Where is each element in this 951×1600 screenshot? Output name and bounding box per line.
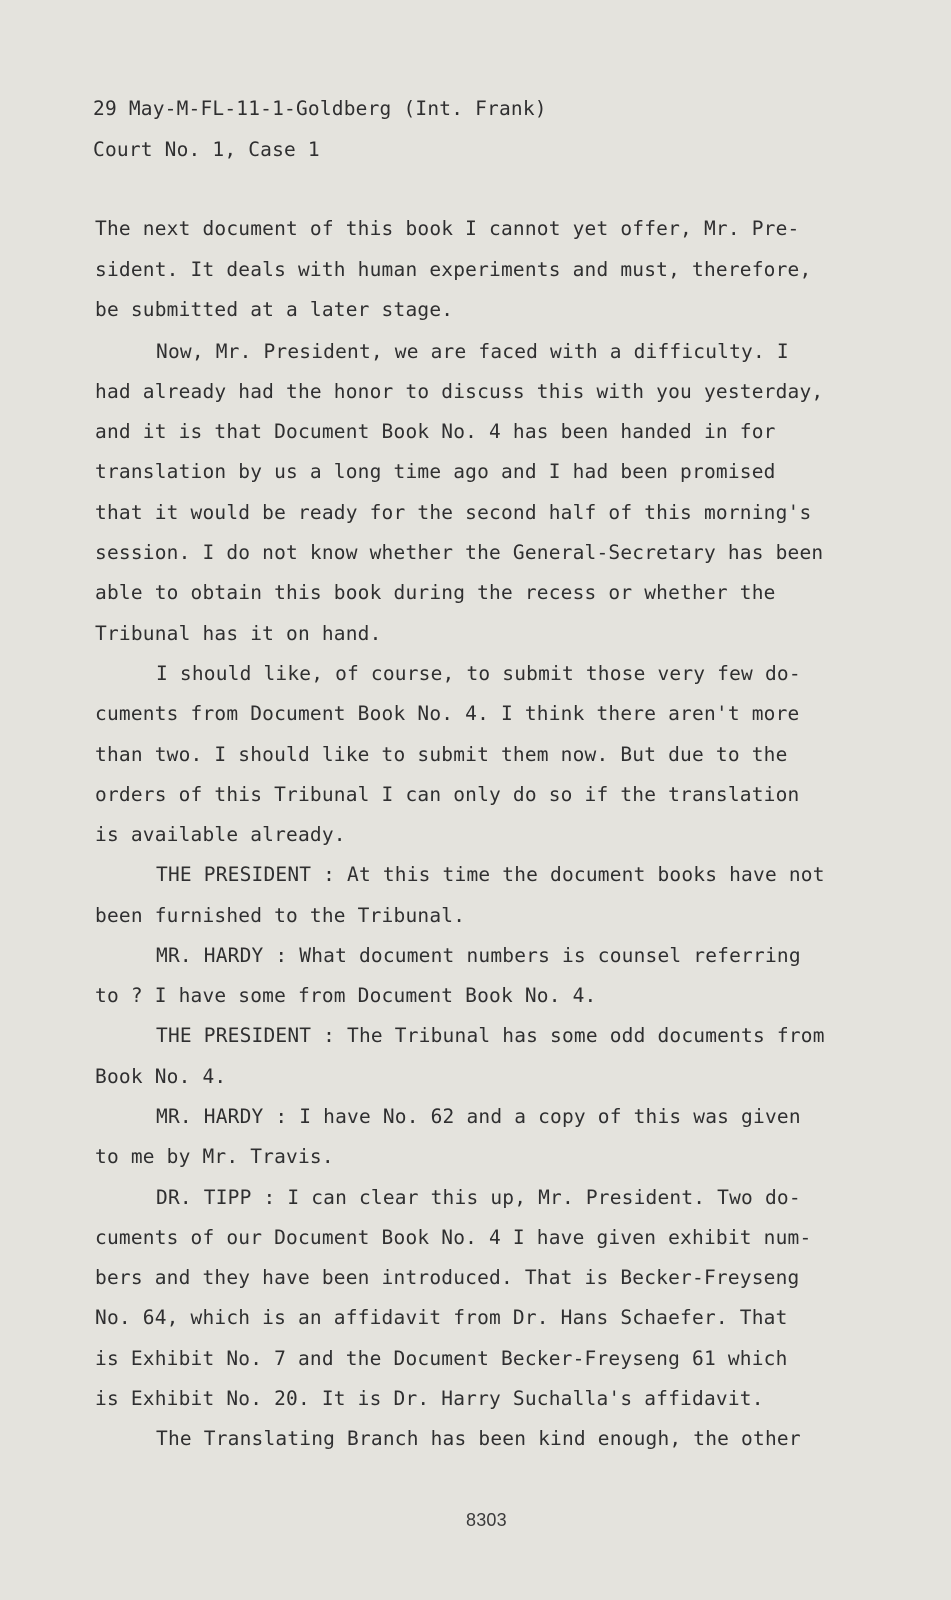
body-line: THE PRESIDENT : The Tribunal has some odd documents from	[156, 1024, 825, 1047]
body-line: MR. HARDY : What document numbers is counsel referring	[156, 944, 801, 967]
body-line: than two. I should like to submit them now. But due to the	[95, 743, 788, 766]
body-line: be submitted at a later stage.	[95, 298, 454, 321]
body-line: sident. It deals with human experiments and must, therefore,	[95, 258, 812, 281]
body-line: had already had the honor to discuss this with you yesterday,	[95, 380, 824, 403]
body-line: The Translating Branch has been kind enough, the other	[156, 1427, 801, 1450]
header-line-2: Court No. 1, Case 1	[93, 138, 320, 161]
body-line: cuments from Document Book No. 4. I think there aren't more	[95, 702, 800, 725]
body-line: orders of this Tribunal I can only do so if the translation	[95, 783, 800, 806]
body-line: I should like, of course, to submit those very few do-	[156, 662, 801, 685]
body-line: been furnished to the Tribunal.	[95, 904, 466, 927]
body-line: THE PRESIDENT : At this time the document books have not	[156, 863, 825, 886]
body-line: session. I do not know whether the General-Secretary has been	[95, 541, 824, 564]
body-line: is Exhibit No. 20. It is Dr. Harry Suchalla's affidavit.	[95, 1387, 764, 1410]
body-line: that it would be ready for the second half of this morning's	[95, 501, 812, 524]
body-line: No. 64, which is an affidavit from Dr. Hans Schaefer. That	[95, 1306, 788, 1329]
header-line-1: 29 May-M-FL-11-1-Goldberg (Int. Frank)	[93, 97, 547, 120]
body-line: DR. TIPP : I can clear this up, Mr. President. Two do-	[156, 1186, 801, 1209]
body-line: to me by Mr. Travis.	[95, 1145, 334, 1168]
body-line: is available already.	[95, 823, 346, 846]
body-line: able to obtain this book during the recess or whether the	[95, 581, 776, 604]
body-line: cuments of our Document Book No. 4 I have given exhibit num-	[95, 1226, 812, 1249]
body-line: The next document of this book I cannot yet offer, Mr. Pre-	[95, 217, 800, 240]
body-line: is Exhibit No. 7 and the Document Becker-Freyseng 61 which	[95, 1347, 788, 1370]
body-line: MR. HARDY : I have No. 62 and a copy of this was given	[156, 1105, 801, 1128]
body-line: Book No. 4.	[95, 1065, 227, 1088]
body-line: Tribunal has it on hand.	[95, 622, 382, 645]
body-line: to ? I have some from Document Book No. 4.	[95, 984, 597, 1007]
body-line: bers and they have been introduced. That is Becker-Freyseng	[95, 1266, 800, 1289]
body-line: Now, Mr. President, we are faced with a difficulty. I	[156, 340, 789, 363]
page-number: 8303	[466, 1510, 507, 1530]
body-line: and it is that Document Book No. 4 has been handed in for	[95, 420, 776, 443]
body-line: translation by us a long time ago and I had been promised	[95, 460, 776, 483]
